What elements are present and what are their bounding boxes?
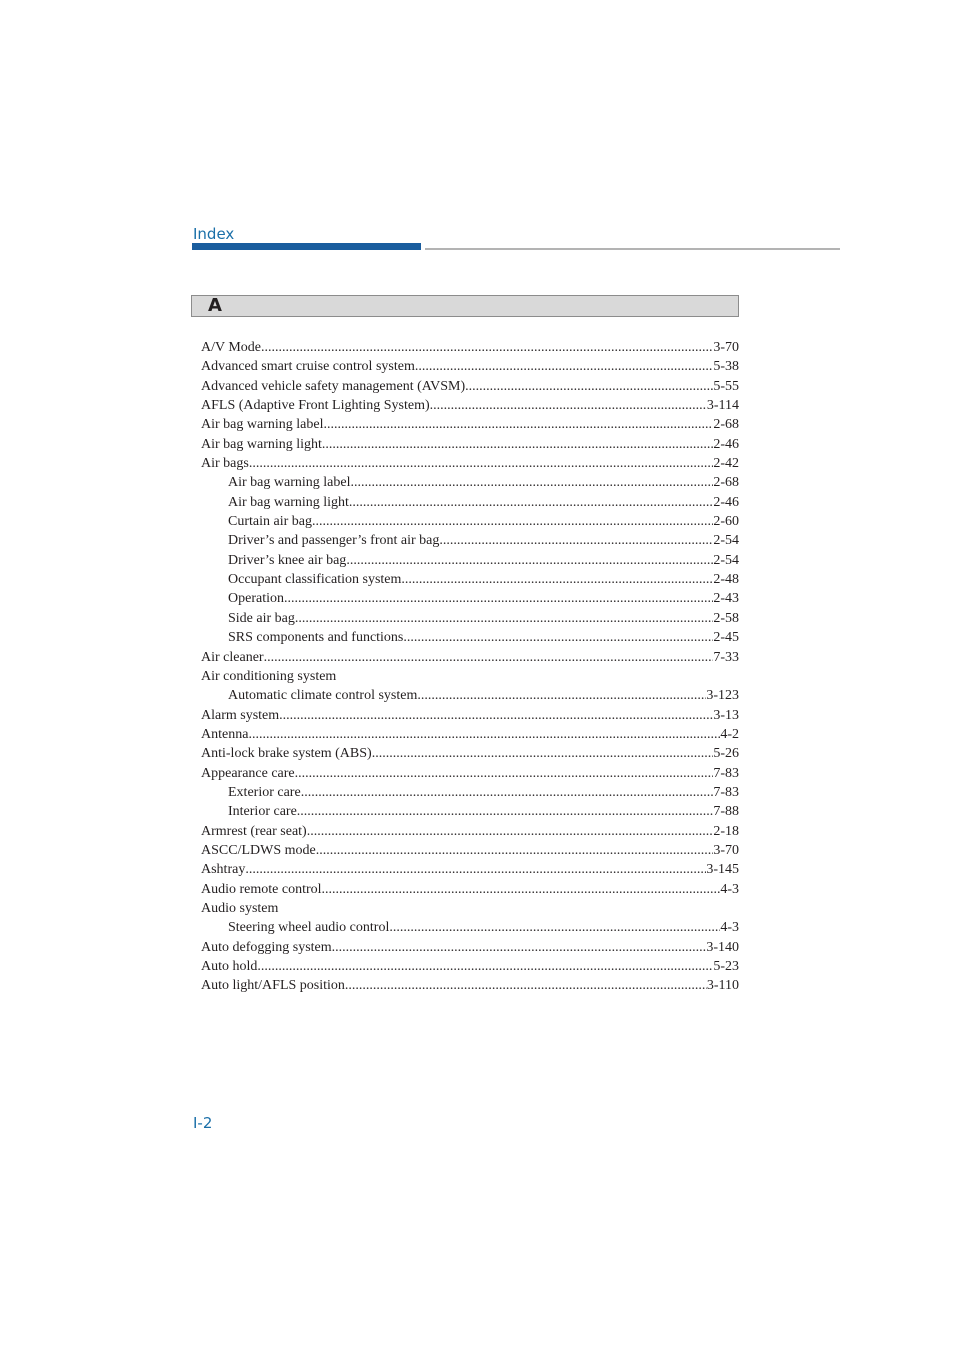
dot-leader [295, 609, 713, 628]
index-page-ref: 7-33 [713, 649, 739, 665]
dot-leader [261, 338, 713, 357]
dot-leader [301, 783, 714, 802]
index-term: Air bags [201, 456, 249, 472]
index-page-ref: 2-58 [713, 610, 739, 626]
index-term: Air cleaner [201, 649, 264, 665]
header-rule-divider [425, 248, 840, 250]
section-letter: A [208, 295, 222, 316]
dot-leader [264, 648, 714, 667]
index-term: Advanced smart cruise control system [201, 359, 415, 375]
index-entry [201, 415, 739, 434]
index-page-ref: 2-68 [713, 417, 739, 433]
dot-leader [372, 744, 714, 763]
index-page-ref: 3-70 [713, 842, 739, 858]
section-header-bar [191, 295, 739, 317]
index-page-ref: 2-54 [713, 552, 739, 568]
index-subentry [201, 570, 739, 589]
dot-leader [322, 435, 713, 454]
dot-leader [307, 822, 714, 841]
index-term: Audio remote control [201, 881, 322, 897]
index-term: Ashtray [201, 862, 246, 878]
index-page-ref: 5-26 [713, 746, 739, 762]
index-entry [201, 706, 739, 725]
index-page-ref: 2-54 [713, 533, 739, 549]
index-page-ref: 3-114 [706, 398, 739, 414]
index-subentry [201, 686, 739, 705]
index-page-ref: 3-123 [706, 688, 739, 704]
dot-leader [295, 764, 714, 783]
index-page-ref: 7-83 [713, 784, 739, 800]
dot-leader [316, 841, 714, 860]
dot-leader [345, 976, 707, 995]
index-subentry [201, 551, 739, 570]
index-term: Side air bag [228, 610, 295, 626]
dot-leader [257, 957, 713, 976]
index-term: Auto hold [201, 959, 258, 974]
index-term: Air bag warning light [228, 494, 349, 510]
index-page-ref: 3-70 [713, 340, 739, 355]
index-term: Curtain air bag [228, 514, 312, 530]
page-number: I-2 [193, 1114, 213, 1132]
index-term: Air bag warning label [228, 475, 351, 491]
index-term: Alarm system [201, 707, 280, 723]
dot-leader [346, 551, 713, 570]
index-entry [201, 822, 739, 841]
index-page-ref: 2-46 [713, 494, 739, 510]
index-term: Antenna [201, 726, 249, 742]
index-page-ref: 2-18 [713, 823, 739, 839]
index-entry [201, 725, 739, 744]
index-entry [201, 454, 739, 473]
index-term: Appearance care [201, 765, 295, 781]
index-entry [201, 764, 739, 783]
dot-leader [312, 512, 713, 531]
dot-leader [349, 493, 713, 512]
index-term: Anti-lock brake system (ABS) [201, 746, 372, 762]
index-page-ref: 7-88 [713, 804, 739, 820]
index-subentry [201, 628, 739, 647]
index-term: Auto defogging system [201, 939, 332, 955]
dot-leader [297, 802, 714, 821]
index-entry [201, 357, 739, 376]
index-subentry [201, 531, 739, 550]
index-subentry [201, 512, 739, 531]
index-subentry [201, 493, 739, 512]
index-entry [201, 435, 739, 454]
index-entry [201, 648, 739, 667]
index-term: Exterior care [228, 784, 301, 800]
index-subentry [201, 473, 739, 492]
dot-leader [417, 686, 706, 705]
dot-leader [415, 357, 714, 376]
index-term: Automatic climate control system [228, 688, 418, 704]
index-term: Steering wheel audio control [228, 920, 390, 936]
index-subentry [201, 609, 739, 628]
index-entry [201, 880, 739, 899]
index-term: SRS components and functions [228, 630, 404, 646]
index-term: Driver’s knee air bag [228, 552, 347, 568]
index-entry [201, 976, 739, 995]
index-term: ASCC/LDWS mode [201, 842, 316, 858]
index-entry [201, 744, 739, 763]
index-page-ref: 2-48 [713, 572, 739, 588]
index-page-ref: 3-13 [713, 707, 739, 723]
dot-leader [322, 880, 721, 899]
index-page-ref: 3-110 [706, 978, 739, 994]
index-term: AFLS (Adaptive Front Lighting System) [201, 398, 430, 414]
index-entry [201, 957, 739, 976]
index-term: Operation [228, 591, 284, 607]
dot-leader [279, 706, 713, 725]
dot-leader [430, 396, 707, 415]
index-page-ref: 2-68 [713, 475, 739, 491]
index-page-ref: 4-3 [720, 920, 739, 936]
index-term: Driver’s and passenger’s front air bag [228, 533, 440, 549]
index-entry [201, 396, 739, 415]
dot-leader [249, 454, 714, 473]
index-term: Auto light/AFLS position [201, 978, 345, 994]
index-entry-list [201, 338, 739, 996]
index-term: Occupant classification system [228, 572, 402, 588]
index-term: Air bag warning light [201, 436, 322, 452]
index-entry [201, 860, 739, 879]
index-page-ref: 4-3 [720, 881, 739, 897]
index-term: Advanced vehicle safety management (AVSM) [201, 378, 466, 394]
page-header-title: Index [193, 225, 235, 243]
index-page-ref: 2-60 [713, 514, 739, 530]
header-rule-accent [192, 243, 421, 250]
index-page-ref: 4-2 [720, 726, 739, 742]
index-term: Air bag warning label [201, 417, 324, 433]
index-page-ref: 3-145 [706, 862, 739, 878]
index-term: Armrest (rear seat) [201, 823, 307, 839]
index-entry [201, 338, 739, 357]
dot-leader [439, 531, 713, 550]
index-term: Air conditioning system [201, 668, 337, 684]
index-page-ref: 5-23 [713, 959, 739, 974]
index-subentry [201, 918, 739, 937]
index-entry [201, 667, 739, 686]
index-entry [201, 377, 739, 396]
index-page-ref: 7-83 [713, 765, 739, 781]
dot-leader [389, 918, 720, 937]
index-entry [201, 899, 739, 918]
index-subentry [201, 783, 739, 802]
index-term: Audio system [201, 900, 279, 916]
dot-leader [403, 628, 713, 647]
dot-leader [284, 589, 713, 608]
dot-leader [245, 860, 706, 879]
index-page-ref: 3-140 [706, 939, 739, 955]
index-page-ref: 2-45 [713, 630, 739, 646]
index-term: Interior care [228, 804, 297, 820]
index-page-ref: 5-38 [713, 359, 739, 375]
index-page-ref: 5-55 [713, 378, 739, 394]
dot-leader [350, 473, 713, 492]
dot-leader [465, 377, 713, 396]
index-subentry [201, 589, 739, 608]
index-page-ref: 2-43 [713, 591, 739, 607]
index-page-ref: 2-42 [713, 456, 739, 472]
dot-leader [332, 938, 707, 957]
index-page-ref: 2-46 [713, 436, 739, 452]
index-entry [201, 841, 739, 860]
index-entry [201, 938, 739, 957]
index-subentry [201, 802, 739, 821]
dot-leader [401, 570, 713, 589]
index-term: A/V Mode [201, 340, 262, 355]
dot-leader [323, 415, 713, 434]
dot-leader [248, 725, 720, 744]
